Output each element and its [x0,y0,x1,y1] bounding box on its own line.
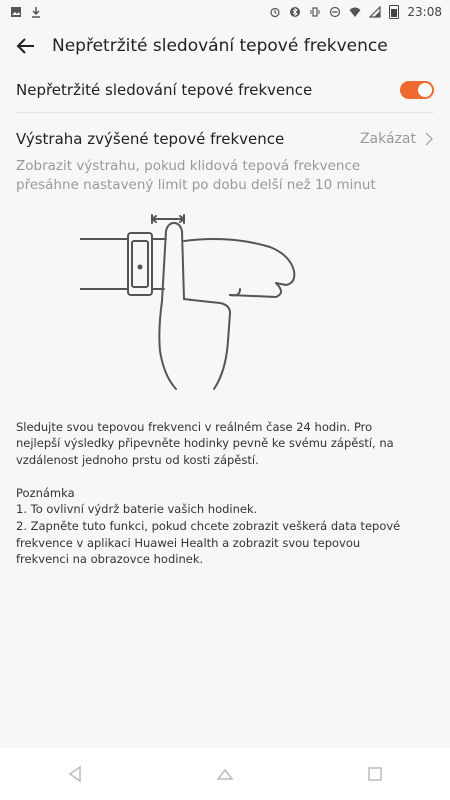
continuous-hr-toggle[interactable] [400,81,434,99]
navigation-bar [0,748,450,800]
back-button[interactable] [12,32,40,60]
wifi-icon [349,6,361,18]
download-icon [30,6,42,18]
bluetooth-icon [289,6,301,18]
home-icon [216,765,234,783]
vibrate-icon [309,6,321,18]
nav-recent-button[interactable] [355,759,395,789]
status-right [269,5,442,19]
signal-icon [369,6,381,18]
triangle-back-icon [66,765,84,783]
chevron-right-icon [424,132,434,146]
status-left [10,6,42,18]
do-not-disturb-icon [329,6,341,18]
alert-value: Zakázat [359,131,416,147]
hand-watch-illustration [80,211,320,401]
continuous-hr-row[interactable] [16,68,434,113]
note-item: 1. To ovlivní výdrž baterie vašich hodinek. [16,502,258,517]
nav-back-button[interactable] [55,759,95,789]
note-title: Poznámka [16,485,75,500]
note-item: 2. Zapněte tuto funkci, pokud chcete zobrazit veškerá data tepové frekvence v aplikaci Huawei Health a zobrazit svou tepovou frekvenci na obrazovce hodinek. [16,519,401,567]
wrist-illustration [80,211,434,405]
arrow-left-icon [16,36,36,56]
alarm-icon [269,6,281,18]
status-time: 23:08 [407,5,442,19]
battery-icon [389,5,399,19]
high-hr-alert-label: Výstraha zvýšené tepové frekvence [16,130,285,148]
app-bar [0,24,450,68]
page-title: Nepřetržité sledování tepové frekvence [52,36,388,56]
alert-value-group [360,131,434,147]
nav-home-button[interactable] [205,759,245,789]
settings-content [0,68,450,568]
info-text: Sledujte svou tepovou frekvenci v reálném čase 24 hodin. Pro nejlepší výsledky připevněte hodinky pevně ke svému zápěstí, na vzdálenost jednoho prstu od kosti zápěstí. [16,419,394,468]
note-block [16,485,416,568]
square-recent-icon [366,765,384,783]
alert-description: Zobrazit výstrahu, pokud klidová tepová frekvence přesáhne nastavený limit po dobu delší než 10 minut [16,158,376,193]
image-icon [10,6,22,18]
continuous-hr-label: Nepřetržité sledování tepové frekvence [16,81,313,99]
status-bar [0,0,450,24]
